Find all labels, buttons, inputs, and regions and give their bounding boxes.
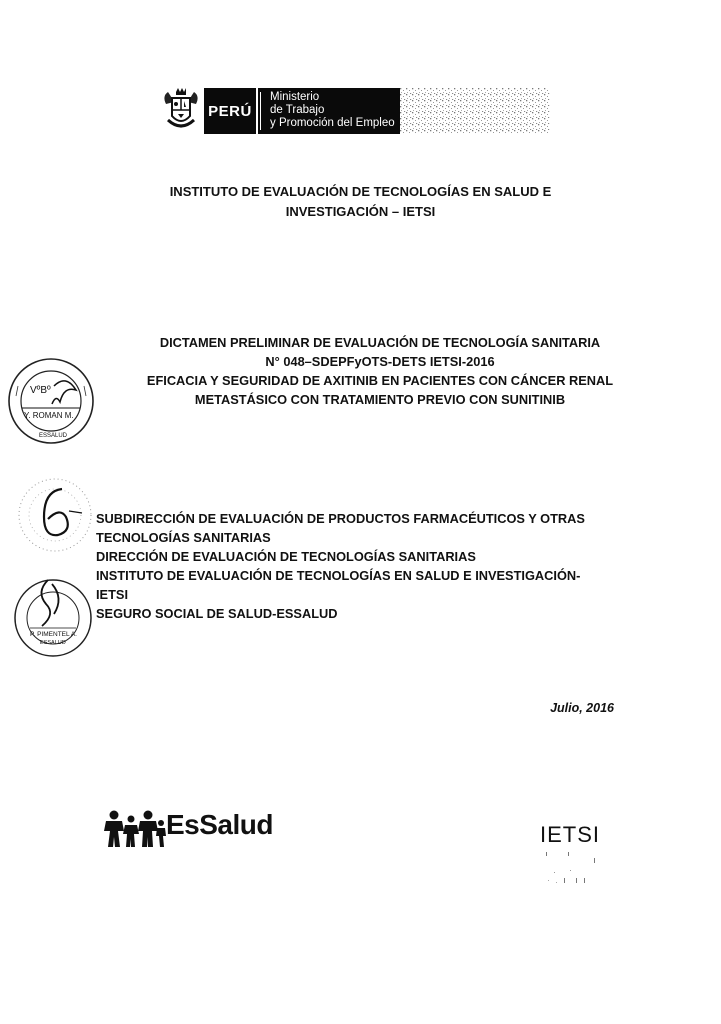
stamp-vb-label: VºBº <box>30 385 51 396</box>
stamp-org: ESSALUD <box>40 640 66 646</box>
approval-stamp-pimentel <box>12 574 94 660</box>
ministry-line: de Trabajo <box>270 104 325 116</box>
ministry-label <box>258 88 400 134</box>
ietsi-logo-pattern <box>540 850 610 890</box>
issuing-offices <box>96 509 585 623</box>
office-line: SUBDIRECCIÓN DE EVALUACIÓN DE PRODUCTOS FARMACÉUTICOS Y OTRAS <box>96 511 585 526</box>
document-date: Julio, 2016 <box>550 701 614 715</box>
signature-stamp-dotted <box>14 475 96 555</box>
institute-title-line: INVESTIGACIÓN – IETSI <box>285 204 436 219</box>
office-line: IETSI <box>96 587 128 602</box>
stamp-signer-name: P. PIMENTEL A. <box>30 631 77 638</box>
peru-label: PERÚ <box>204 88 256 134</box>
peru-coat-of-arms-icon <box>160 86 202 134</box>
office-line: INSTITUTO DE EVALUACIÓN DE TECNOLOGÍAS EN SALUD E INVESTIGACIÓN- <box>96 568 581 583</box>
approval-stamp-roman <box>6 356 96 446</box>
institute-title-line: INSTITUTO DE EVALUACIÓN DE TECNOLOGÍAS EN SALUD E <box>169 184 552 199</box>
scan-noise-pattern <box>400 88 550 134</box>
ietsi-logo <box>540 822 620 892</box>
office-line: DIRECCIÓN DE EVALUACIÓN DE TECNOLOGÍAS SANITARIAS <box>96 549 476 564</box>
ministry-line: y Promoción del Empleo <box>270 117 395 129</box>
ministry-line: Ministerio <box>270 91 320 103</box>
dictamen-line: METASTÁSICO CON TRATAMIENTO PREVIO CON SUNITINIB <box>194 392 566 407</box>
dictamen-line: DICTAMEN PRELIMINAR DE EVALUACIÓN DE TECNOLOGÍA SANITARIA <box>159 335 601 350</box>
dictamen-line: EFICACIA Y SEGURIDAD DE AXITINIB EN PACIENTES CON CÁNCER RENAL <box>146 373 614 388</box>
dictamen-number: N° 048–SDEPFyOTS-DETS IETSI-2016 <box>265 354 495 369</box>
essalud-wordmark: EsSalud <box>166 809 273 840</box>
office-line: SEGURO SOCIAL DE SALUD-ESSALUD <box>96 606 338 621</box>
stamp-signer-name: Y. ROMAN M. <box>24 411 74 420</box>
institute-title <box>0 182 721 222</box>
essalud-logo <box>104 805 304 855</box>
ministry-logo-header <box>160 86 552 138</box>
dictamen-title <box>70 333 690 409</box>
ietsi-wordmark: IETSI <box>540 822 601 847</box>
family-figures-icon <box>104 809 166 849</box>
office-line: TECNOLOGÍAS SANITARIAS <box>96 530 271 545</box>
stamp-org: ESSALUD <box>39 433 68 439</box>
